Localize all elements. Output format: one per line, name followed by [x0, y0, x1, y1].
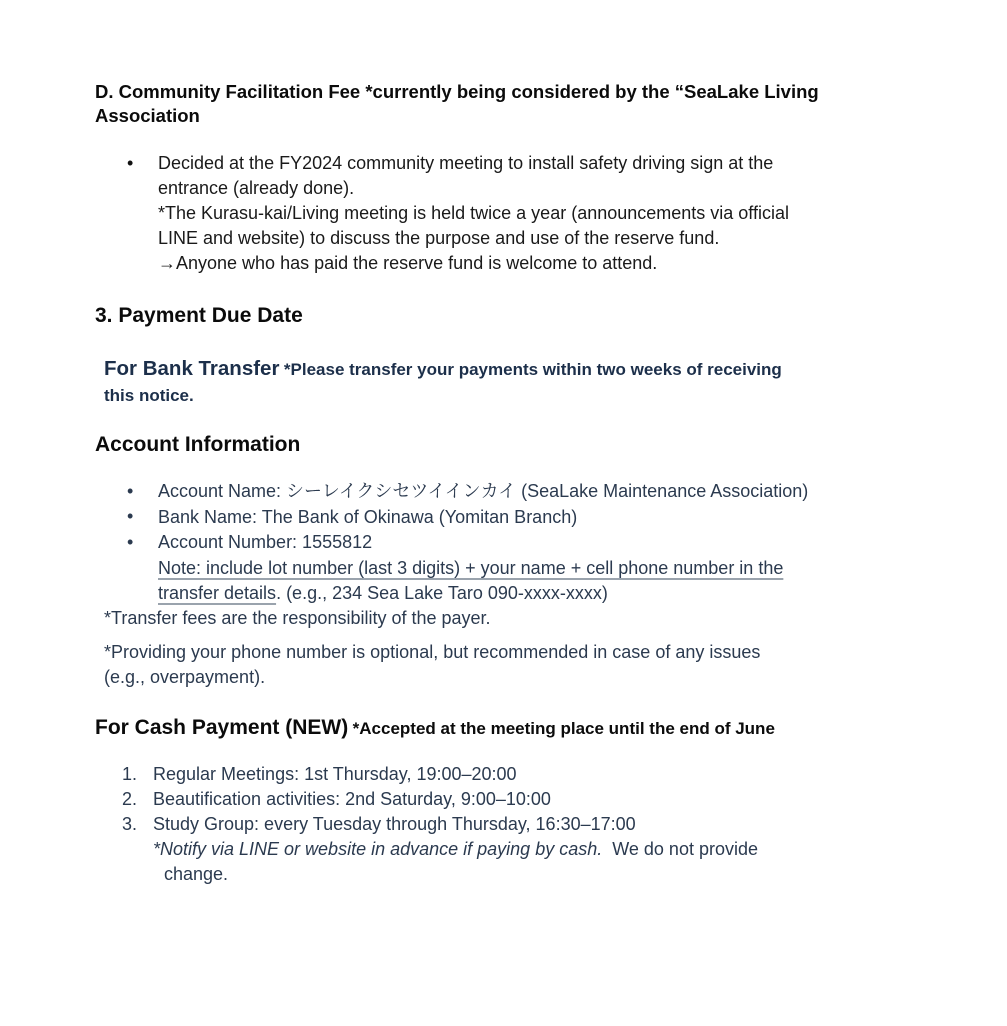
bank-transfer-title: For Bank Transfer [104, 357, 280, 380]
transfer-note-line1: Note: include lot number (last 3 digits) + your name + cell phone number in the [158, 557, 784, 578]
cash-payment-note: *Accepted at the meeting place until the end of June [352, 719, 775, 738]
notify-note [122, 837, 758, 862]
account-number: Account Number: 1555812 [158, 532, 373, 552]
account-name: Account Name: シーレイクシセツイインカイ (SeaLake Maintenance Association) [158, 481, 809, 501]
transfer-fees-note: *Transfer fees are the responsibility of the payer. [104, 608, 491, 628]
list-text: Study Group: every Tuesday through Thursday, 16:30–17:00 [153, 814, 636, 834]
transfer-details-underlined: transfer details [158, 583, 277, 603]
text-line: Decided at the FY2024 community meeting to install safety driving sign at the [158, 153, 774, 173]
transfer-note-line2 [158, 581, 808, 607]
bullet-icon: • [127, 481, 134, 501]
list-text: Beautification activities: 2nd Saturday, 9:00–10:00 [153, 789, 551, 809]
section-3-heading: 3. Payment Due Date [95, 304, 303, 327]
bank-transfer-note-line2: this notice. [104, 386, 194, 405]
text-line: *The Kurasu-kai/Living meeting is held twice a year (announcements via official [158, 203, 789, 223]
cash-payment-heading [95, 716, 775, 740]
section-d-heading-line2: Association [95, 105, 200, 126]
attend-note: Anyone who has paid the reserve fund is welcome to attend. [176, 253, 658, 273]
text-line: LINE and website) to discuss the purpose and use of the reserve fund. [158, 228, 720, 248]
phone-note [104, 640, 760, 690]
list-item [122, 762, 758, 787]
bank-transfer-note: *Please transfer your payments within two weeks of receiving [283, 360, 782, 379]
bullet-icon: • [127, 506, 134, 526]
list-number: 2. [122, 789, 138, 809]
phone-note-line1: *Providing your phone number is optional, but recommended in case of any issues [104, 642, 761, 662]
text-line [158, 251, 789, 276]
section-d-heading-line1: D. Community Facilitation Fee *currently being considered by the “SeaLake Living [95, 81, 819, 102]
list-number: 1. [122, 764, 138, 784]
list-text: Regular Meetings: 1st Thursday, 19:00–20:00 [153, 764, 517, 784]
bullet-icon: • [127, 532, 134, 552]
account-information-heading: Account Information [95, 433, 301, 456]
section-d-heading [95, 80, 819, 128]
list-number: 3. [122, 814, 138, 834]
bank-name: Bank Name: The Bank of Okinawa (Yomitan Branch) [158, 506, 578, 527]
transfer-example: . (e.g., 234 Sea Lake Taro 090-xxxx-xxxx) [276, 583, 608, 603]
text-line: entrance (already done). [158, 178, 355, 198]
notify-note-tail: We do not provide [602, 839, 758, 859]
cash-payment-list [122, 762, 758, 887]
phone-note-line2: (e.g., overpayment). [104, 667, 266, 687]
notify-note-line2: change. [164, 864, 229, 884]
account-info-list [158, 479, 808, 607]
list-item [122, 812, 758, 837]
bullet-icon: • [127, 153, 134, 173]
bank-transfer-block [104, 356, 782, 408]
arrow-right-icon: → [158, 253, 176, 273]
section-d-bullet [158, 151, 789, 276]
notify-note-italic: *Notify via LINE or website in advance if paying by cash. [153, 839, 603, 859]
list-item [122, 787, 758, 812]
cash-payment-title: For Cash Payment (NEW) [95, 716, 349, 739]
